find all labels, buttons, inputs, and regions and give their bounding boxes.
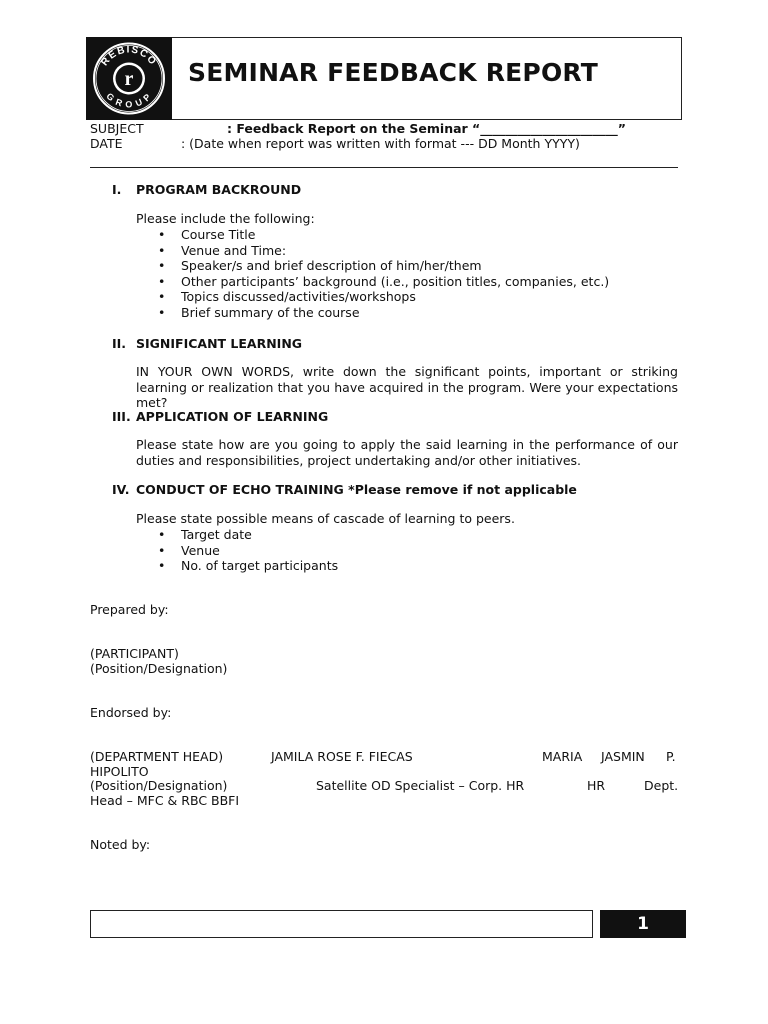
- section-2-body: IN YOUR OWN WORDS, write down the significant points, important or striking learning or realization that you have acquired in the program. Were your expectations met?: [136, 364, 678, 410]
- list-item: • Venue and Time:: [158, 242, 287, 258]
- section-3-title: APPLICATION OF LEARNING: [136, 409, 329, 424]
- page-title: SEMINAR FEEDBACK REPORT: [188, 58, 598, 87]
- list-item: • Course Title: [158, 227, 256, 242]
- endorser-3-name-part: JASMIN: [601, 749, 645, 764]
- section-1-number: I.: [112, 182, 122, 197]
- endorser-titles-row: [90, 778, 678, 793]
- logo-letter: r: [124, 68, 134, 90]
- bullet-icon: •: [158, 542, 166, 558]
- endorser-3-name-continued: HIPOLITO: [90, 764, 149, 779]
- section-4-number: IV.: [112, 482, 130, 497]
- section-1-title: PROGRAM BACKROUND: [136, 182, 302, 197]
- section-3-number: III.: [112, 409, 131, 424]
- page-number: 1: [600, 910, 686, 938]
- dept-head-label: (DEPARTMENT HEAD): [90, 749, 224, 764]
- bullet-icon: •: [158, 258, 166, 274]
- endorser-3-name-part: MARIA: [542, 749, 583, 764]
- endorser-3-title-part: Dept.: [644, 778, 679, 793]
- endorser-3-title-part: HR: [587, 778, 606, 793]
- section-1-intro: Please include the following:: [136, 211, 315, 226]
- section-3-body: Please state how are you going to apply the said learning in the performance of our duties and responsibilities, project undertaking and/or other initiatives.: [136, 437, 678, 468]
- date-label: DATE: [90, 136, 123, 151]
- list-item: • Brief summary of the course: [158, 304, 360, 320]
- endorser-3-title-continued: Head – MFC & RBC BBFI: [90, 793, 240, 808]
- list-item: • Venue: [158, 542, 220, 558]
- bullet-icon: •: [158, 227, 166, 242]
- prepared-by-label: Prepared by:: [90, 602, 169, 617]
- section-2-number: II.: [112, 336, 127, 351]
- list-item: • Target date: [158, 527, 252, 542]
- list-item: • Speaker/s and brief description of him/her/them: [158, 258, 482, 274]
- subject-value: : Feedback Report on the Seminar “______________________”: [227, 121, 626, 136]
- bullet-icon: •: [158, 289, 166, 305]
- endorsed-by-label: Endorsed by:: [90, 705, 172, 720]
- footer-box: [90, 910, 593, 938]
- section-4-bullet-list: [136, 527, 338, 574]
- endorser-names-row: [90, 749, 678, 764]
- section-4-title: CONDUCT OF ECHO TRAINING *Please remove if not applicable: [136, 482, 577, 497]
- logo-bottom-text: GROUP: [104, 90, 154, 110]
- list-item: • No. of target participants: [158, 558, 339, 574]
- dept-head-position: (Position/Designation): [90, 778, 228, 793]
- bullet-icon: •: [158, 527, 166, 542]
- list-item: • Other participants’ background (i.e., position titles, companies, etc.): [158, 273, 610, 289]
- section-2-title: SIGNIFICANT LEARNING: [136, 336, 303, 351]
- section-4-intro: Please state possible means of cascade of learning to peers.: [136, 511, 515, 526]
- endorser-2-title: Satellite OD Specialist – Corp. HR: [316, 778, 525, 793]
- endorser-2-name: JAMILA ROSE F. FIECAS: [271, 749, 413, 764]
- bullet-icon: •: [158, 304, 166, 320]
- header-divider: [90, 167, 678, 168]
- list-item: • Topics discussed/activities/workshops: [158, 289, 416, 305]
- endorser-3-name-part: P.: [666, 749, 676, 764]
- subject-label: SUBJECT: [90, 121, 144, 136]
- participant-label: (PARTICIPANT): [90, 646, 179, 661]
- logo-top-text: REBISCO: [99, 44, 159, 69]
- date-value: : (Date when report was written with format --- DD Month YYYY): [181, 136, 580, 151]
- rebisco-group-logo: [86, 37, 172, 120]
- bullet-icon: •: [158, 242, 166, 258]
- logo-emblem-icon: [86, 37, 172, 120]
- section-1-bullet-list: [136, 227, 609, 321]
- bullet-icon: •: [158, 273, 166, 289]
- bullet-icon: •: [158, 558, 166, 574]
- participant-position: (Position/Designation): [90, 661, 228, 676]
- noted-by-label: Noted by:: [90, 837, 151, 852]
